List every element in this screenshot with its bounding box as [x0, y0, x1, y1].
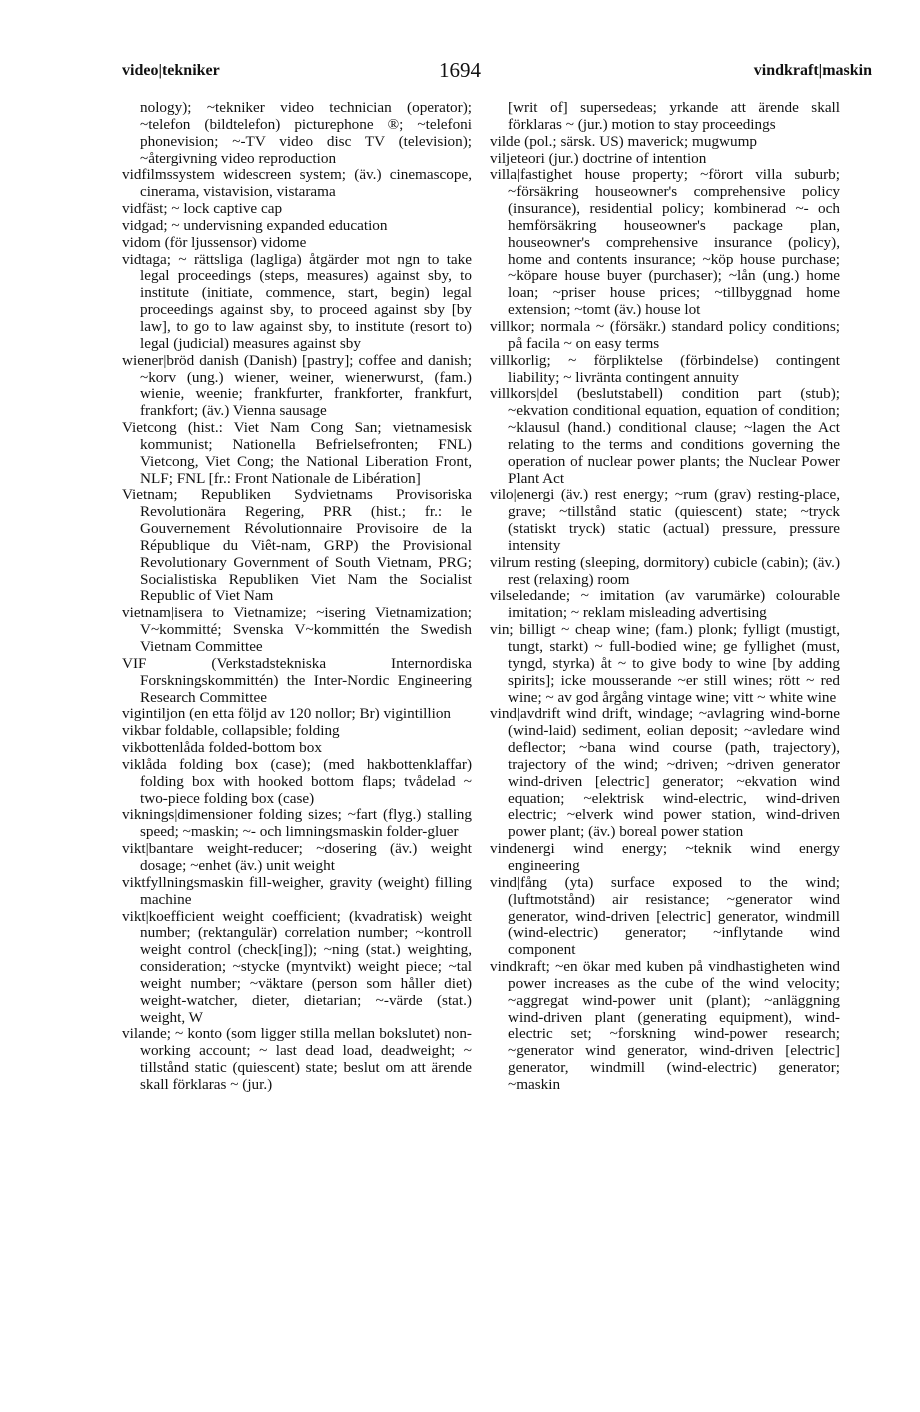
- dictionary-entry: viklåda folding box (case); (med hakbottenklaffar) folding box with hooked bottom flaps; tvådelad ~ two-piece folding box (case): [122, 755, 472, 807]
- left-column: [122, 100, 472, 1094]
- dictionary-entry: vindenergi wind energy; ~teknik wind energy engineering: [490, 840, 840, 874]
- dictionary-entry: vikbar foldable, collapsible; folding: [122, 722, 340, 740]
- dictionary-entry: vidfilmssystem widescreen system; (äv.) cinemascope, cinerama, vistavision, vistarama: [122, 166, 472, 201]
- dictionary-entry: wiener|bröd danish (Danish) [pastry]; coffee and danish; ~korv (ung.) wiener, weiner, wienerwurst, (fam.) wienie, weenie; frankfurter, frankforter, frankfurt, frankfort; (äv.) Vienna sausage: [122, 351, 472, 420]
- right-guide-word: vindkraft|maskin: [753, 62, 872, 79]
- dictionary-entry: vietnam|isera to Vietnamize; ~isering Vietnamization; V~kommitté; Svenska V~kommittén the Swedish Vietnam Committee: [122, 604, 472, 655]
- dictionary-entry: nology); ~tekniker video technician (operator); ~telefon (bildtelefon) picturephone ®; ~telefoni phonevision; ~-TV video disc TV (television); ~återgivning video reproduction: [140, 99, 472, 167]
- dictionary-entry: vidom (för ljussensor) vidome: [122, 233, 307, 251]
- dictionary-entry: viljeteori (jur.) doctrine of intention: [490, 149, 707, 167]
- dictionary-entry: vikbottenlåda folded-bottom box: [122, 739, 322, 757]
- dictionary-entry: vilrum resting (sleeping, dormitory) cubicle (cabin); (äv.) rest (relaxing) room: [490, 553, 840, 588]
- dictionary-entry: vidtaga; ~ rättsliga (lagliga) åtgärder mot ngn to take legal proceedings (steps, measures) against sby, to institute (initiate, commence, start, begin) legal proceedings against sby, to proceed against sby [by law], to go to law against sby, to institute (resort to) legal (judicial) measures against sby: [122, 250, 472, 352]
- dictionary-entry: vidfäst; ~ lock captive cap: [122, 200, 283, 218]
- dictionary-entry: villkors|del (beslutstabell) condition part (stub); ~ekvation conditional equation, equation of condition; ~klausul (hand.) conditional clause; ~lagen the Act relating to the terms and conditions governing the operation of nuclear power plants; the Nuclear Power Plant Act: [490, 385, 840, 487]
- dictionary-entry: [writ of] supersedeas; yrkande att ärende skall förklaras ~ (jur.) motion to stay proceedings: [508, 99, 840, 133]
- dictionary-entry: vilande; ~ konto (som ligger stilla mellan bokslutet) non-working account; ~ last dead load, deadweight; ~ tillstånd static (quiescent) state; beslut om att ärende skall förklaras ~ (jur.): [122, 1025, 472, 1093]
- dictionary-entry: vind|fång (yta) surface exposed to the wind; (luftmotstånd) air resistance; ~generator wind generator, wind-driven [electric] generator, windmill (wind-electric) generator; ~inflytande wind component: [490, 873, 840, 959]
- dictionary-entry: vindkraft; ~en ökar med kuben på vindhastigheten wind power increases as the cube of the wind velocity; ~aggregat wind-power unit (plant); ~anläggning wind-driven plant (generating equipment), wind-electric set; ~forskning wind-power research; ~generator wind generator, wind-driven [electric] generator, windmill (wind-electric) generator; ~maskin: [490, 958, 840, 1093]
- dictionary-entry: villkor; normala ~ (försäkr.) standard policy conditions; på facila ~ on easy terms: [490, 317, 840, 352]
- dictionary-entry: Vietnam; Republiken Sydvietnams Provisoriska Revolutionära Regering, PRR (hist.; fr.: le Gouvernement Révolutionnaire Provisoire de la République du Viêt-nam, GRP) the Provisional Revolutionary Government of South Vietnam, PRG; Socialistiska Republiken Viet Nam the Socialist Republic of Viet Nam: [122, 486, 472, 605]
- dictionary-entry: vikt|bantare weight-reducer; ~dosering (äv.) weight dosage; ~enhet (äv.) unit weight: [122, 840, 472, 874]
- dictionary-entry: vilde (pol.; särsk. US) maverick; mugwump: [490, 132, 758, 150]
- dictionary-entry: villa|fastighet house property; ~förort villa suburb; ~försäkring houseowner's comprehensive policy (insurance), residential policy; kombinerad ~- och hemförsäkring houseowner's package plan, houseowner's comprehensive insurance (policy), home and contents insurance; ~köp house purchase; ~köpare house buyer (purchaser); ~lån (ung.) home loan; ~priser house prices; ~tillbyggnad home extension; ~tomt (äv.) house lot: [490, 166, 840, 319]
- left-guide-word: video|tekniker: [122, 62, 220, 79]
- page-number: 1694: [439, 58, 481, 82]
- dictionary-entry: vilseledande; ~ imitation (av varumärke) colourable imitation; ~ reklam misleading advertising: [490, 587, 840, 622]
- dictionary-entry: VIF (Verkstadstekniska Internordiska Forskningskommittén) the Inter-Nordic Engineering Research Committee: [122, 654, 472, 706]
- dictionary-entry: villkorlig; ~ förpliktelse (förbindelse) contingent liability; ~ livränta contingent annuity: [490, 351, 840, 386]
- dictionary-entry: vigintiljon (en etta följd av 120 nollor; Br) vigintillion: [122, 705, 452, 723]
- dictionary-entry: vind|avdrift wind drift, windage; ~avlagring wind-borne (wind-laid) sediment, eolian deposit; ~avledare wind deflector; ~bana wind course (path, trajectory), trajectory of the wind; ~driven; ~driven generator wind-driven [electric] generator; ~ekvation wind equation; ~elektrisk wind-electric, wind-driven electric; ~elverk wind power station, wind-driven power plant; (äv.) boreal power station: [490, 705, 840, 841]
- dictionary-entry: vikt|koefficient weight coefficient; (kvadratisk) weight number; (rektangulär) correlation number; ~kontroll weight control (check[ing]); ~ning (stat.) weighting, consideration; ~stycke (myntvikt) weight piece; ~tal weight number; ~väktare (person som håller diet) weight-watcher, dieter, dietarian; ~-värde (stat.) weight, W: [122, 907, 472, 1026]
- dictionary-entry: vin; billigt ~ cheap wine; (fam.) plonk; fylligt (mustigt, tungt, starkt) ~ full-bodied wine; ge fyllighet (must, tyngd, styrka) åt ~ to give body to wine [by adding spirits]; icke mousserande ~er still wines; rött ~ red wine; ~ av god årgång vintage wine; vitt ~ white wine: [490, 621, 840, 706]
- dictionary-entry: vidgad; ~ undervisning expanded education: [122, 216, 388, 234]
- dictionary-entry: vilo|energi (äv.) rest energy; ~rum (grav) resting-place, grave; ~tillstånd static (quiescent) state; ~tryck (statiskt tryck) static (actual) pressure, pressure intensity: [490, 486, 840, 554]
- dictionary-entry: Vietcong (hist.: Viet Nam Cong San; vietnamesisk kommunist; Nationella Befrielsefronten; FNL) Vietcong, Viet Cong; the National Liberation Front, NLF; FNL [fr.: Front Nationale de Libération]: [122, 419, 472, 487]
- dictionary-entry: viktfyllningsmaskin fill-weigher, gravity (weight) filling machine: [122, 873, 472, 908]
- right-column: [490, 100, 840, 1094]
- dictionary-entry: viknings|dimensioner folding sizes; ~fart (flyg.) stalling speed; ~maskin; ~- och limningsmaskin folder-gluer: [122, 806, 472, 841]
